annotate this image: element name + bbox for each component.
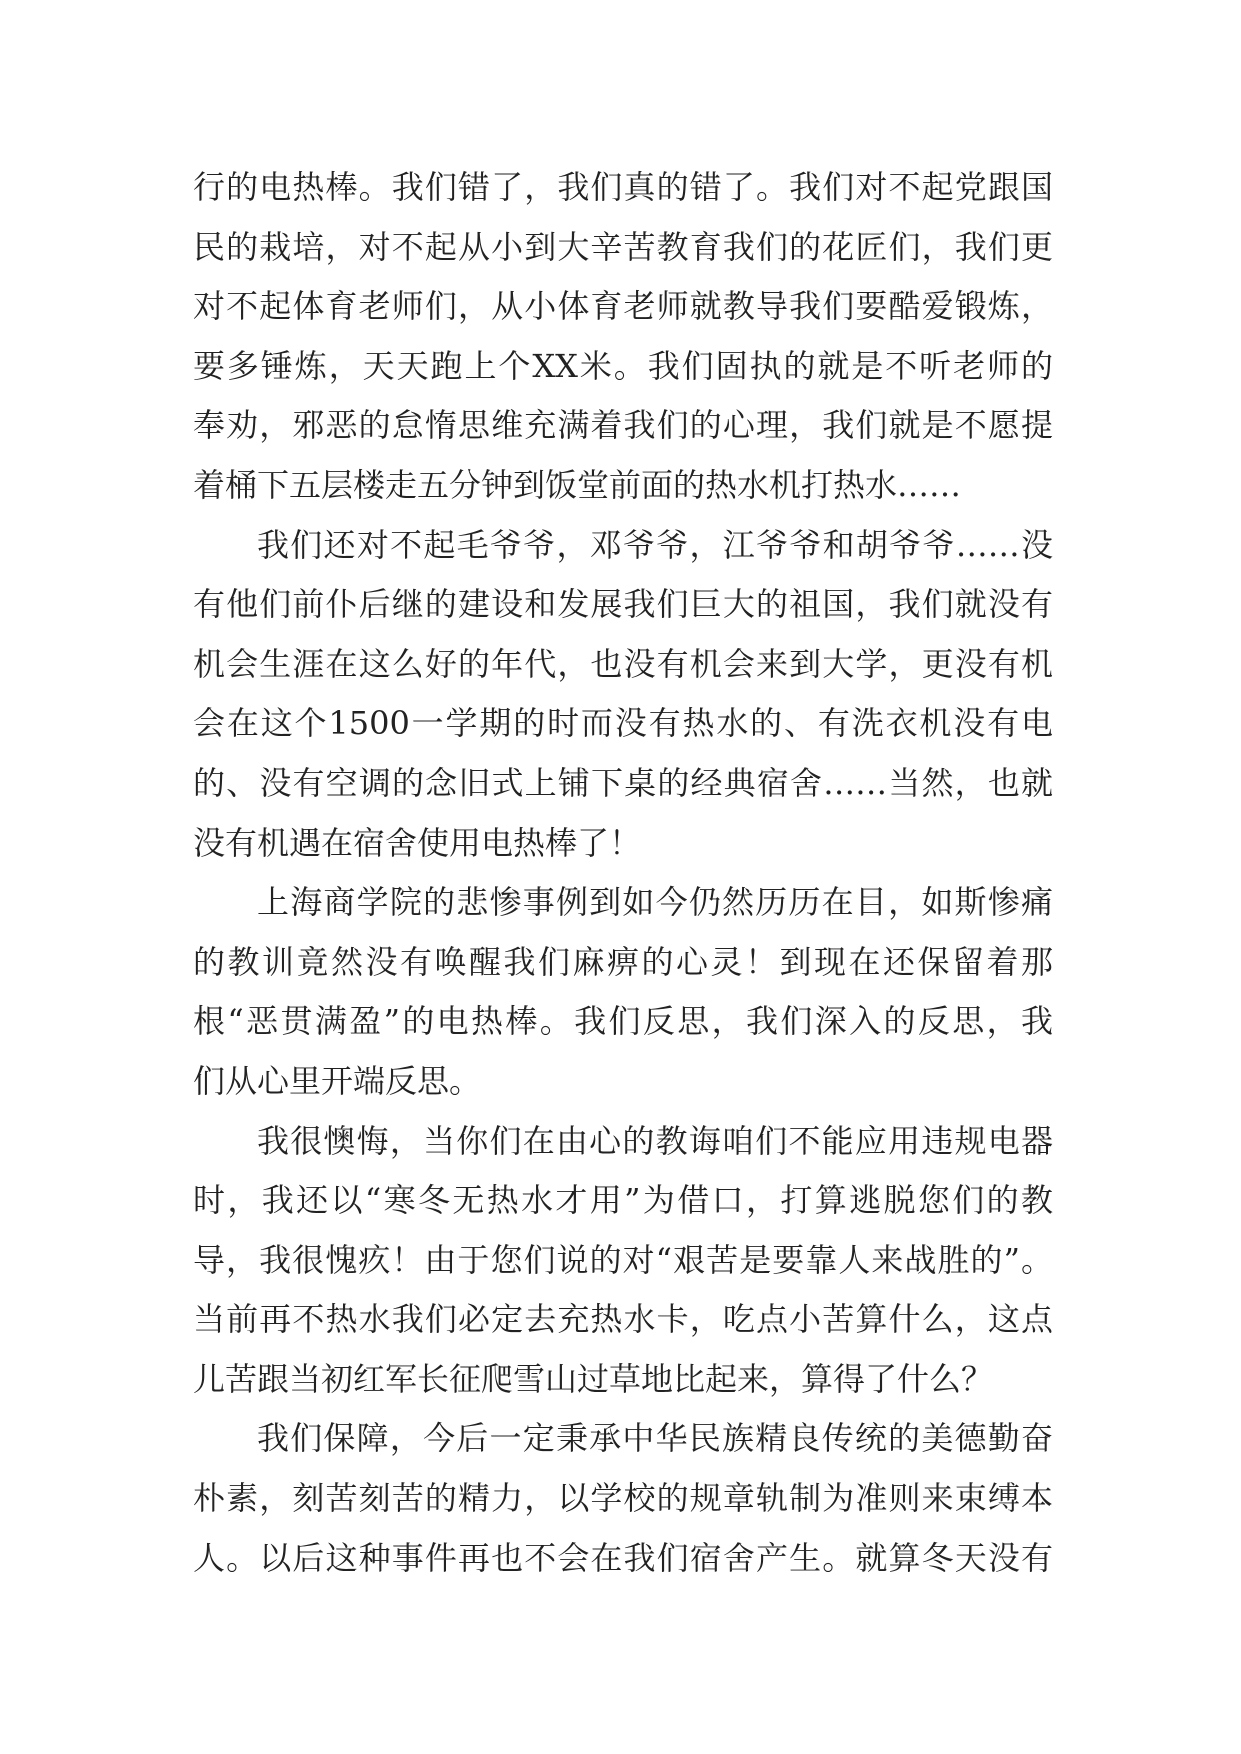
text-line: 没有机遇在宿舍使用电热棒了！ bbox=[193, 823, 642, 862]
body-text bbox=[193, 158, 1053, 1588]
paragraph-first-line: 我很懊悔，当你们在由心的教诲咱们不能应用违规电器 bbox=[257, 1121, 1053, 1160]
text-line: 朴素，刻苦刻苦的精力，以学校的规章轨制为准则来束缚本 bbox=[193, 1479, 1053, 1518]
text-line: 们从心里开端反思。 bbox=[193, 1061, 482, 1100]
text-line: 民的栽培，对不起从小到大辛苦教育我们的花匠们，我们更 bbox=[193, 227, 1053, 266]
text-line: 着桶下五层楼走五分钟到饭堂前面的热水机打热水…… bbox=[193, 465, 962, 504]
text-line: 行的电热棒。我们错了，我们真的错了。我们对不起党跟国 bbox=[193, 168, 1053, 206]
paragraph-first-line: 上海商学院的悲惨事例到如今仍然历历在目，如斯惨痛 bbox=[257, 883, 1053, 922]
text-line: 根“恶贯满盈”的电热棒。我们反思，我们深入的反思，我 bbox=[193, 1002, 1053, 1041]
text-line: 对不起体育老师们，从小体育老师就教导我们要酷爱锻炼， bbox=[193, 287, 1053, 326]
text-line: 时，我还以“寒冬无热水才用”为借口，打算逃脱您们的教 bbox=[193, 1181, 1053, 1220]
text-line: 导，我很愧疚！由于您们说的对“艰苦是要靠人来战胜的”。 bbox=[193, 1240, 1053, 1279]
text-line: 的、没有空调的念旧式上铺下桌的经典宿舍……当然，也就 bbox=[193, 763, 1053, 802]
text-line: 当前再不热水我们必定去充热水卡，吃点小苦算什么，这点 bbox=[193, 1300, 1053, 1339]
paragraph-first-line: 我们保障，今后一定秉承中华民族精良传统的美德勤奋 bbox=[257, 1419, 1053, 1458]
text-line: 机会生涯在这么好的年代，也没有机会来到大学，更没有机 bbox=[193, 644, 1053, 683]
text-line: 会在这个1500一学期的时而没有热水的、有洗衣机没有电 bbox=[193, 704, 1053, 743]
paragraph-first-line: 我们还对不起毛爷爷，邓爷爷，江爷爷和胡爷爷……没 bbox=[257, 525, 1053, 564]
text-line: 要多锤炼，天天跑上个XX米。我们固执的就是不听老师的 bbox=[193, 346, 1053, 385]
text-line: 奉劝，邪恶的怠惰思维充满着我们的心理，我们就是不愿提 bbox=[193, 406, 1053, 445]
text-line: 有他们前仆后继的建设和发展我们巨大的祖国，我们就没有 bbox=[193, 585, 1053, 624]
text-line: 人。以后这种事件再也不会在我们宿舍产生。就算冬天没有 bbox=[193, 1538, 1053, 1577]
text-line: 的教训竟然没有唤醒我们麻痹的心灵！到现在还保留着那 bbox=[193, 942, 1053, 981]
text-line: 儿苦跟当初红军长征爬雪山过草地比起来，算得了什么？ bbox=[193, 1359, 994, 1398]
